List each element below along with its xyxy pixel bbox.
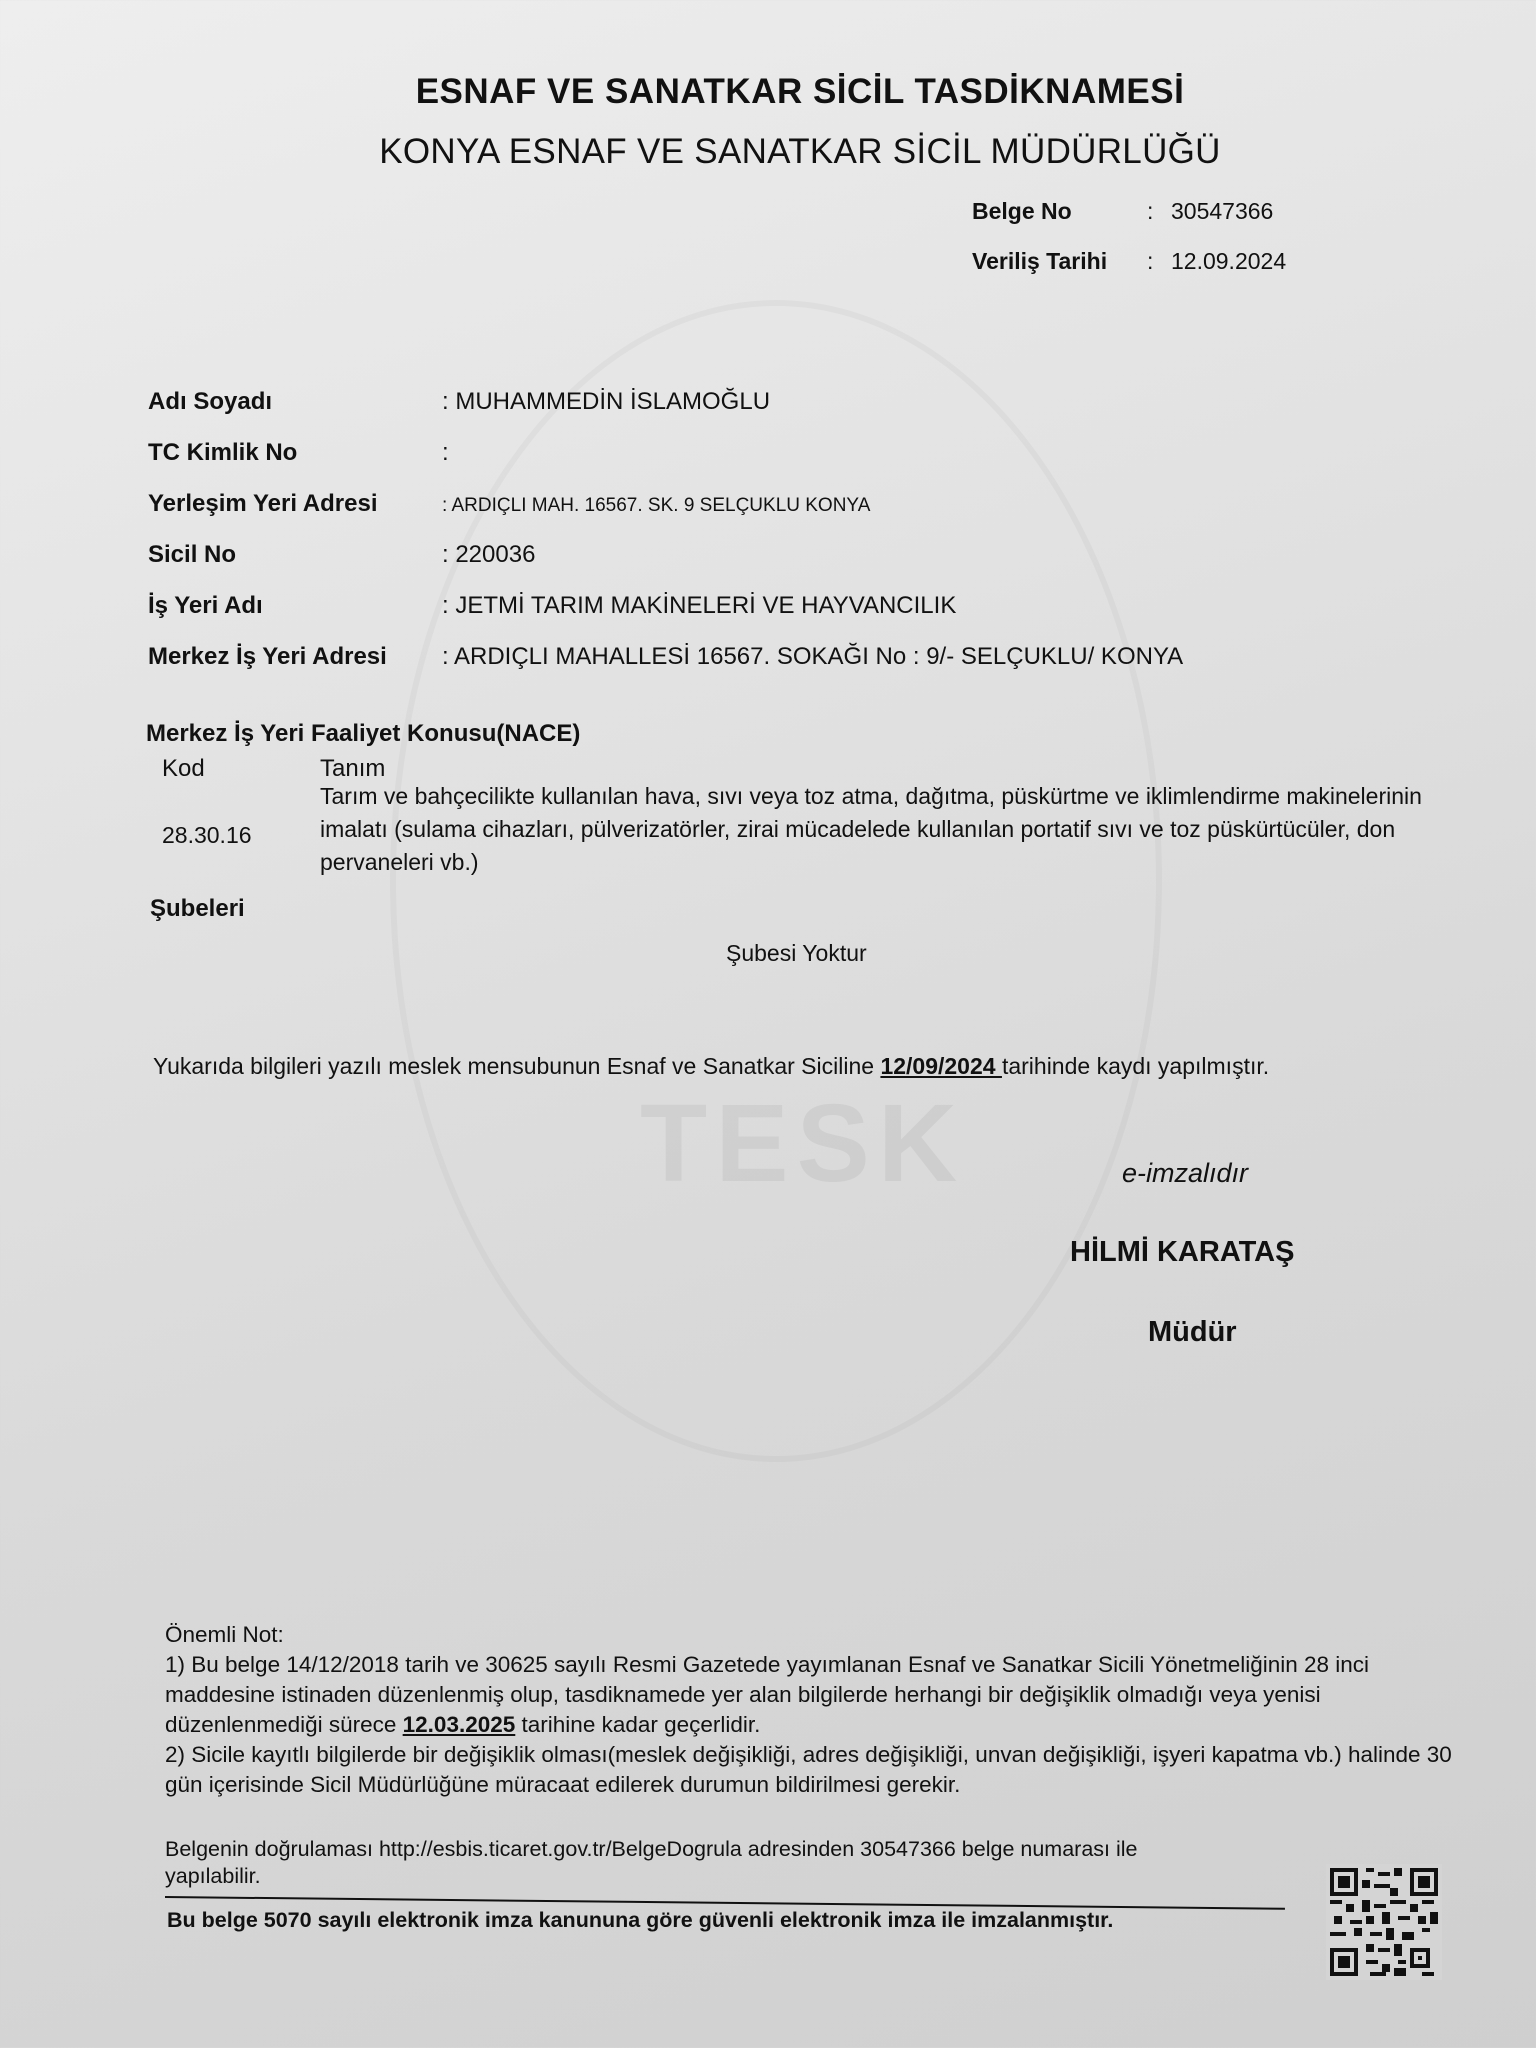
- field-value: : 220036: [442, 541, 536, 568]
- field-row-is-yeri-adi: [148, 592, 956, 620]
- note-text: tarihine kadar geçerlidir.: [515, 1712, 761, 1737]
- separator: :: [1147, 198, 1154, 224]
- field-label: İş Yeri Adı: [148, 592, 263, 619]
- field-row-ad-soyad: [148, 388, 770, 416]
- belge-no-value: 30547366: [1171, 198, 1274, 224]
- field-label: Sicil No: [148, 541, 237, 568]
- belge-no-label: Belge No: [972, 198, 1072, 224]
- field-value: : ARDIÇLI MAH. 16567. SK. 9 SELÇUKLU KONYA: [442, 495, 871, 516]
- signer-role: Müdür: [1148, 1316, 1237, 1348]
- field-label: Adı Soyadı: [148, 388, 273, 415]
- legal-e-signature-text: Bu belge 5070 sayılı elektronik imza kanununa göre güvenli elektronik imza ile imzalanmıştır.: [167, 1908, 1114, 1932]
- document-subtitle: KONYA ESNAF VE SANATKAR SİCİL MÜDÜRLÜĞÜ: [379, 132, 1221, 171]
- verilis-tarihi-row: [972, 248, 1286, 275]
- belge-no-row: [972, 198, 1273, 225]
- watermark-emblem: [390, 300, 1162, 1462]
- nace-section-title: Merkez İş Yeri Faaliyet Konusu(NACE): [146, 720, 581, 747]
- notes-title: Önemli Not:: [165, 1622, 284, 1647]
- nace-desc-header: Tanım: [320, 755, 386, 782]
- statement-text: Yukarıda bilgileri yazılı meslek mensubunun Esnaf ve Sanatkar Siciline: [153, 1053, 881, 1079]
- nace-description: Tarım ve bahçecilikte kullanılan hava, sıvı veya toz atma, dağıtma, püskürtme ve iklimlendirme makinelerinin imalatı (sulama cihazları, pülverizatörler, zirai mücadelede kullanılan portatif sıvı ve toz püskürtücüler, don pervaneleri vb.): [320, 783, 1422, 875]
- field-value: : JETMİ TARIM MAKİNELERİ VE HAYVANCILIK: [442, 592, 957, 619]
- nace-code-header: Kod: [162, 755, 205, 782]
- branches-value: Şubesi Yoktur: [726, 940, 867, 966]
- note-text: 1) Bu belge 14/12/2018 tarih ve 30625 sayılı Resmi Gazetede yayımlanan Esnaf ve Sanatkar Sicili Yönetmeliğinin 28 inci maddesine istinaden düzenlenmiş olup, tasdiknamede yer alan bilgilerde herhangi bir değişiklik olmadığı veya yenisi düzenlenmediği sürece: [165, 1652, 1370, 1737]
- statement-text: tarihinde kaydı yapılmıştır.: [1001, 1053, 1270, 1079]
- field-value: : ARDIÇLI MAHALLESİ 16567. SOKAĞI No : 9/- SELÇUKLU/ KONYA: [442, 643, 1184, 670]
- verilis-tarihi-value: 12.09.2024: [1171, 248, 1287, 274]
- note-item-1: [165, 1650, 1475, 1740]
- registration-date: 12/09/2024: [880, 1053, 1002, 1079]
- note-item-2: 2) Sicile kayıtlı bilgilerde bir değişiklik olması(meslek değişikliği, adres değişikliği, unvan değişikliği, işyeri kapatma vb.) halinde 30 gün içerisinde Sicil Müdürlüğüne müracaat edilerek durumun bildirilmesi gerekir.: [165, 1742, 1452, 1797]
- verification-text: Belgenin doğrulaması http://esbis.ticaret.gov.tr/BelgeDogrula adresinden 30547366 belge numarası ile yapılabilir.: [165, 1837, 1138, 1888]
- document-title: ESNAF VE SANATKAR SİCİL TASDİKNAMESİ: [415, 72, 1185, 111]
- field-label: Yerleşim Yeri Adresi: [148, 490, 378, 517]
- e-signature-note: e-imzalıdır: [1122, 1158, 1249, 1188]
- field-value: : MUHAMMEDİN İSLAMOĞLU: [442, 388, 771, 415]
- validity-date: 12.03.2025: [402, 1712, 516, 1737]
- registration-statement: [153, 1053, 1269, 1080]
- field-label: Merkez İş Yeri Adresi: [148, 643, 387, 670]
- field-value: :: [442, 439, 449, 466]
- nace-code: 28.30.16: [162, 822, 252, 848]
- qr-code-icon: [1326, 1864, 1442, 1980]
- field-row-sicil-no: [148, 541, 535, 569]
- signer-name: HİLMİ KARATAŞ: [1070, 1236, 1295, 1268]
- field-row-yerlesim-adresi: [148, 490, 870, 518]
- field-label: TC Kimlik No: [148, 439, 298, 466]
- important-notes: [165, 1620, 1475, 1800]
- watermark-text: TESK: [640, 1082, 966, 1205]
- field-row-tc-kimlik: [148, 439, 449, 467]
- verilis-tarihi-label: Veriliş Tarihi: [972, 248, 1108, 274]
- branches-label: Şubeleri: [150, 895, 245, 922]
- field-row-merkez-adresi: [148, 643, 1183, 671]
- separator: :: [1147, 248, 1154, 274]
